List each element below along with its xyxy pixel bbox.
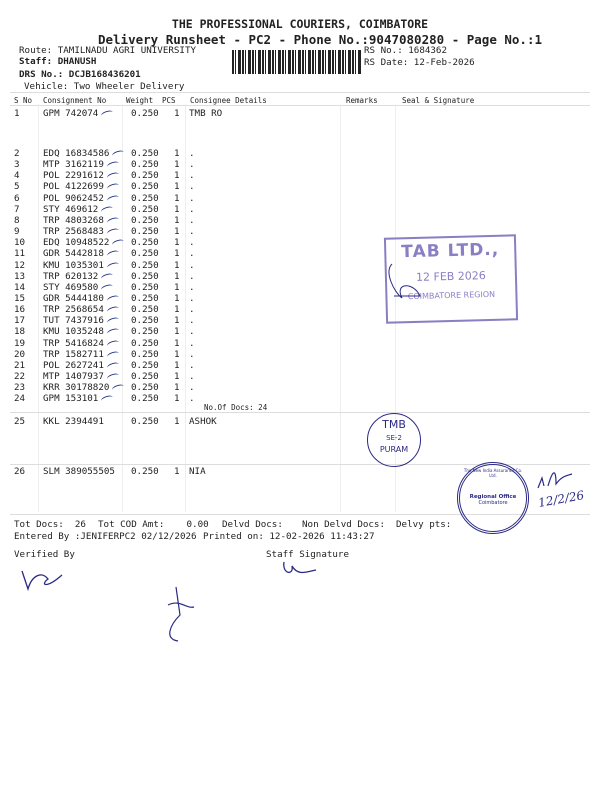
col-pcs: PCS: [162, 96, 176, 105]
table-row: [0, 371, 600, 382]
signature-verified: [18, 565, 68, 595]
check-mark-icon: [106, 350, 119, 359]
barcode: [232, 50, 362, 74]
weight: 0.250: [131, 371, 159, 382]
serial-number: 20: [14, 348, 26, 360]
consignment-number: EDQ 10948522: [43, 237, 110, 249]
check-mark-icon: [112, 238, 125, 247]
table-row: [0, 159, 600, 170]
no-of-docs: No.Of Docs: 24: [204, 403, 268, 412]
consignee-details: .: [189, 170, 195, 182]
table-row: [0, 204, 600, 215]
serial-number: 13: [14, 270, 26, 282]
delvd-docs: Delvd Docs:: [222, 519, 283, 530]
table-row: [0, 360, 600, 371]
consignee-details: .: [189, 393, 195, 405]
consignee-details: .: [189, 337, 195, 349]
route: Route: TAMILNADU AGRI UNIVERSITY: [19, 45, 197, 56]
consignee-details: .: [189, 237, 195, 249]
consignment-number: TRP 2568654: [43, 304, 104, 316]
weight: 0.250: [131, 326, 159, 338]
consignment-number: POL 2291612: [43, 170, 104, 182]
consignee-details: TMB RO: [189, 108, 223, 119]
consignee-details: .: [189, 248, 195, 260]
check-mark-icon: [106, 305, 119, 314]
serial-number: 16: [14, 304, 26, 316]
vehicle: Vehicle: Two Wheeler Delivery: [24, 81, 185, 92]
table-row: [0, 349, 600, 360]
check-mark-icon: [106, 328, 119, 337]
verified-by: Verified By: [14, 549, 75, 560]
non-delvd-docs: Non Delvd Docs:: [302, 519, 385, 530]
consignment-number: KRR 30178820: [43, 382, 110, 394]
check-mark-icon: [106, 361, 119, 370]
pcs: 1: [174, 203, 180, 215]
consignment-number: GDR 5444180: [43, 292, 104, 304]
serial-number: 17: [14, 315, 26, 327]
consignment-number: TRP 620132: [43, 270, 99, 282]
company-name: THE PROFESSIONAL COURIERS, COIMBATORE: [171, 17, 429, 31]
new-india-assurance-stamp: The New India Assurance Co. Ltd. Regional Office Coimbatore: [457, 462, 529, 534]
pcs: 1: [174, 192, 180, 204]
table-row: [0, 326, 600, 337]
signature-staff: [280, 558, 320, 580]
weight: 0.250: [131, 181, 159, 193]
col-consignment: Consignment No: [43, 96, 107, 105]
weight: 0.250: [131, 292, 159, 304]
consignment-number: STY 469612: [43, 203, 99, 215]
serial-number: 11: [14, 248, 26, 260]
check-mark-icon: [106, 194, 119, 203]
consignee-details: .: [189, 371, 195, 382]
check-mark-icon: [106, 183, 119, 192]
table-row: [0, 416, 600, 427]
pcs: 1: [174, 108, 180, 119]
signature-second: [160, 585, 200, 645]
consignee-details: .: [189, 315, 195, 327]
consignee-details: .: [189, 159, 195, 171]
pcs: 1: [174, 337, 180, 349]
pcs: 1: [174, 315, 180, 327]
consignment-number: KMU 1035248: [43, 326, 104, 338]
weight: 0.250: [131, 192, 159, 204]
consignee-details: .: [189, 281, 195, 293]
consignment-number: TUT 7437916: [43, 315, 104, 327]
table-row: [0, 393, 600, 404]
pcs: 1: [174, 382, 180, 394]
serial-number: 19: [14, 337, 26, 349]
serial-number: 26: [14, 466, 26, 477]
serial-number: 1: [14, 108, 20, 119]
weight: 0.250: [131, 348, 159, 360]
rs-date: RS Date: 12-Feb-2026: [364, 57, 475, 68]
signature-tab: [384, 262, 424, 302]
pcs: 1: [174, 237, 180, 249]
serial-number: 3: [14, 159, 20, 171]
pcs: 1: [174, 214, 180, 226]
check-mark-icon: [106, 261, 119, 270]
weight: 0.250: [131, 159, 159, 171]
serial-number: 6: [14, 192, 20, 204]
consignee-details: .: [189, 214, 195, 226]
consignment-number: SLM 389055505: [43, 466, 115, 477]
weight: 0.250: [131, 108, 159, 119]
serial-number: 5: [14, 181, 20, 193]
consignee-details: .: [189, 304, 195, 316]
check-mark-icon: [106, 372, 119, 381]
table-row: [0, 170, 600, 181]
weight: 0.250: [131, 281, 159, 293]
check-mark-icon: [106, 294, 119, 303]
handwritten-date: 12/2/26: [537, 488, 586, 510]
consignee-details: .: [189, 148, 195, 159]
pcs: 1: [174, 416, 180, 427]
weight: 0.250: [131, 148, 159, 159]
consignee-details: .: [189, 226, 195, 238]
table-row: [0, 148, 600, 159]
consignee-details: .: [189, 292, 195, 304]
serial-number: 23: [14, 382, 26, 394]
col-sno: S No: [14, 96, 33, 105]
col-seal: Seal & Signature: [402, 96, 475, 105]
consignee-details: NIA: [189, 466, 206, 477]
weight: 0.250: [131, 315, 159, 327]
consignment-number: EDQ 16834586: [43, 148, 110, 159]
consignment-number: POL 9062452: [43, 192, 104, 204]
consignment-number: MTP 3162119: [43, 159, 104, 171]
check-mark-icon: [112, 383, 125, 392]
pcs: 1: [174, 466, 180, 477]
staff: Staff: DHANUSH: [19, 56, 97, 67]
consignee-details: .: [189, 326, 195, 338]
serial-number: 24: [14, 393, 26, 405]
table-row: [0, 382, 600, 393]
pcs: 1: [174, 181, 180, 193]
printed-on: Printed on: 12-02-2026 11:43:27: [203, 531, 375, 542]
consignment-number: POL 2627241: [43, 359, 104, 371]
col-consignee: Consignee Details: [190, 96, 267, 105]
check-mark-icon: [106, 250, 119, 259]
serial-number: 15: [14, 292, 26, 304]
entered-by: Entered By :JENIFERPC2 02/12/2026: [14, 531, 197, 542]
check-mark-icon: [106, 216, 119, 225]
check-mark-icon: [106, 317, 119, 326]
table-row: [0, 193, 600, 204]
pcs: 1: [174, 326, 180, 338]
consignment-number: POL 4122699: [43, 181, 104, 193]
weight: 0.250: [131, 304, 159, 316]
serial-number: 22: [14, 371, 26, 382]
pcs: 1: [174, 159, 180, 171]
consignee-details: .: [189, 348, 195, 360]
check-mark-icon: [106, 160, 119, 169]
tab-ltd-stamp: TAB LTD., 12 FEB 2026 COIMBATORE REGION: [384, 234, 518, 323]
check-mark-icon: [106, 227, 119, 236]
weight: 0.250: [131, 393, 159, 405]
serial-number: 7: [14, 203, 20, 215]
tot-docs: Tot Docs: 26: [14, 519, 86, 530]
consignee-details: ASHOK: [189, 416, 217, 427]
serial-number: 10: [14, 237, 26, 249]
weight: 0.250: [131, 382, 159, 394]
table-row: [0, 108, 600, 119]
weight: 0.250: [131, 270, 159, 282]
consignment-number: GDR 5442818: [43, 248, 104, 260]
runsheet-title: Delivery Runsheet - PC2 - Phone No.:9047080280 - Page No.:1: [97, 32, 542, 47]
weight: 0.250: [131, 466, 159, 477]
consignee-details: .: [189, 181, 195, 193]
tot-cod: Tot COD Amt: 0.00: [98, 519, 209, 530]
consignment-number: TRP 4803268: [43, 214, 104, 226]
weight: 0.250: [131, 248, 159, 260]
weight: 0.250: [131, 203, 159, 215]
serial-number: 12: [14, 259, 26, 271]
consignment-number: GPM 742074: [43, 108, 99, 119]
pcs: 1: [174, 292, 180, 304]
serial-number: 4: [14, 170, 20, 182]
consignment-number: STY 469580: [43, 281, 99, 293]
delvy-pts: Delvy pts:: [396, 519, 452, 530]
pcs: 1: [174, 393, 180, 405]
weight: 0.250: [131, 237, 159, 249]
consignee-details: .: [189, 382, 195, 394]
serial-number: 8: [14, 214, 20, 226]
check-mark-icon: [106, 339, 119, 348]
check-mark-icon: [100, 283, 113, 292]
weight: 0.250: [131, 416, 159, 427]
check-mark-icon: [100, 109, 113, 118]
consignment-number: TRP 1582711: [43, 348, 104, 360]
check-mark-icon: [106, 172, 119, 181]
consignee-details: .: [189, 270, 195, 282]
pcs: 1: [174, 281, 180, 293]
pcs: 1: [174, 170, 180, 182]
consignee-details: .: [189, 203, 195, 215]
weight: 0.250: [131, 226, 159, 238]
serial-number: 21: [14, 359, 26, 371]
weight: 0.250: [131, 337, 159, 349]
consignment-number: TRP 2568483: [43, 226, 104, 238]
check-mark-icon: [100, 272, 113, 281]
check-mark-icon: [112, 149, 125, 158]
weight: 0.250: [131, 214, 159, 226]
check-mark-icon: [100, 395, 113, 404]
pcs: 1: [174, 371, 180, 382]
consignee-details: .: [189, 359, 195, 371]
serial-number: 2: [14, 148, 20, 159]
pcs: 1: [174, 359, 180, 371]
pcs: 1: [174, 304, 180, 316]
table-row: [0, 338, 600, 349]
weight: 0.250: [131, 170, 159, 182]
consignment-number: MTP 1407937: [43, 371, 104, 382]
serial-number: 9: [14, 226, 20, 238]
pcs: 1: [174, 270, 180, 282]
serial-number: 25: [14, 416, 26, 427]
check-mark-icon: [100, 205, 113, 214]
signature-nia: [536, 466, 576, 492]
pcs: 1: [174, 348, 180, 360]
consignment-number: KMU 1035301: [43, 259, 104, 271]
serial-number: 18: [14, 326, 26, 338]
rs-no: RS No.: 1684362: [364, 45, 447, 56]
weight: 0.250: [131, 359, 159, 371]
col-weight: Weight: [126, 96, 154, 105]
drs-no: DRS No.: DCJB168436201: [19, 69, 141, 80]
consignee-details: .: [189, 192, 195, 204]
col-remarks: Remarks: [346, 96, 378, 105]
table-row: [0, 181, 600, 192]
consignee-details: .: [189, 259, 195, 271]
pcs: 1: [174, 226, 180, 238]
pcs: 1: [174, 259, 180, 271]
weight: 0.250: [131, 259, 159, 271]
staff-signature-label: Staff Signature: [266, 549, 349, 560]
consignment-number: GPM 153101: [43, 393, 99, 405]
table-row: [0, 215, 600, 226]
pcs: 1: [174, 248, 180, 260]
tmb-stamp: TMB SE-2 PURAM: [367, 413, 421, 467]
serial-number: 14: [14, 281, 26, 293]
consignment-number: TRP 5416824: [43, 337, 104, 349]
consignment-number: KKL 2394491: [43, 416, 104, 427]
pcs: 1: [174, 148, 180, 159]
